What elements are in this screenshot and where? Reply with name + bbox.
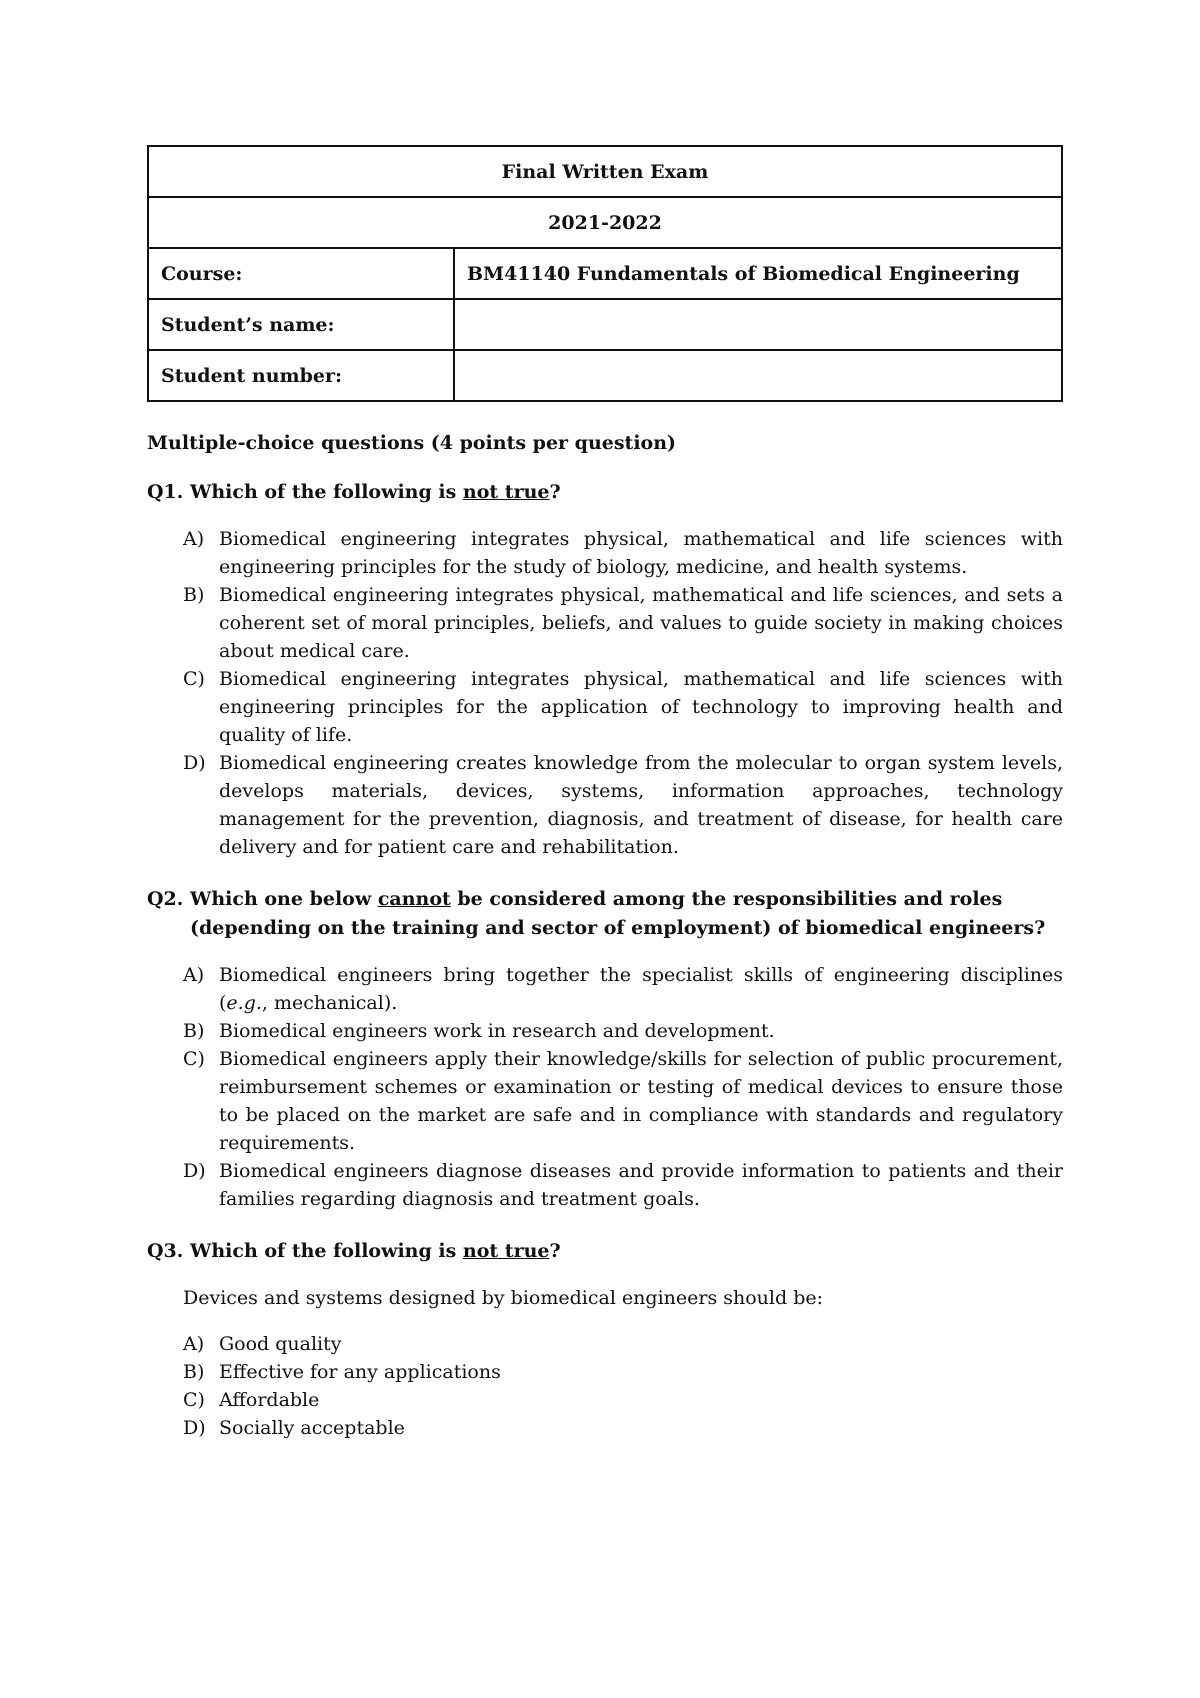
question-emphasis: cannot xyxy=(377,888,451,910)
question-3-options xyxy=(183,1330,1063,1442)
option-text-part: Biomedical engineers bring together the specialist skills of engineering disciplines ( xyxy=(219,964,1063,1014)
question-2-options xyxy=(183,961,1063,1213)
student-number-row xyxy=(148,350,1062,401)
option-letter: D) xyxy=(183,752,206,774)
option-c[interactable] xyxy=(183,1386,1063,1414)
option-b[interactable] xyxy=(183,1017,1063,1045)
option-letter: D) xyxy=(183,1417,206,1439)
option-text: Biomedical engineering creates knowledge from the molecular to organ system levels, develops materials, devices, systems, information approaches, technology management for the prevention, diagnosis, and treatment of disease, for health care delivery and for patient care and rehabilitation. xyxy=(219,752,1063,858)
exam-header-table xyxy=(147,145,1063,402)
question-3-heading xyxy=(147,1237,1063,1266)
question-3-intro: Devices and systems designed by biomedical engineers should be: xyxy=(183,1287,823,1309)
student-name-label: Student’s name: xyxy=(148,299,454,350)
question-text xyxy=(190,1237,1063,1266)
option-text: Biomedical engineering integrates physical, mathematical and life sciences, and sets a coherent set of moral principles, beliefs, and values to guide society in making choices about medical care. xyxy=(219,584,1063,662)
question-1-options xyxy=(183,525,1063,861)
exam-title-row xyxy=(148,146,1062,197)
option-text-part: , mechanical). xyxy=(261,992,398,1014)
option-letter: C) xyxy=(183,1389,205,1411)
question-2 xyxy=(147,885,1063,1213)
question-1-heading xyxy=(147,478,1063,507)
option-c[interactable] xyxy=(183,665,1063,749)
question-text-part: ? xyxy=(549,1240,561,1262)
option-text-italic: e.g. xyxy=(226,992,262,1014)
option-letter: B) xyxy=(183,584,205,606)
question-text-part: ? xyxy=(549,481,561,503)
exam-year-row xyxy=(148,197,1062,248)
question-2-heading xyxy=(147,885,1063,943)
question-text xyxy=(190,478,1063,507)
question-emphasis: not true xyxy=(462,481,550,503)
question-text xyxy=(190,885,1063,943)
question-emphasis: not true xyxy=(462,1240,550,1262)
option-d[interactable] xyxy=(183,749,1063,861)
option-letter: B) xyxy=(183,1020,205,1042)
option-a[interactable] xyxy=(183,525,1063,581)
option-text: Biomedical engineers work in research and development. xyxy=(219,1020,775,1042)
course-label: Course: xyxy=(148,248,454,299)
course-value: BM41140 Fundamentals of Biomedical Engineering xyxy=(454,248,1062,299)
option-text: Biomedical engineering integrates physical, mathematical and life sciences with engineering principles for the application of technology to improving health and quality of life. xyxy=(219,668,1063,746)
option-letter: A) xyxy=(183,964,205,986)
option-text xyxy=(219,961,1063,1017)
option-text: Biomedical engineering integrates physical, mathematical and life sciences with engineering principles for the study of biology, medicine, and health systems. xyxy=(219,528,1063,578)
student-number-label: Student number: xyxy=(148,350,454,401)
option-b[interactable] xyxy=(183,1358,1063,1386)
question-text-part: Which of the following is xyxy=(190,481,463,503)
option-letter: D) xyxy=(183,1160,206,1182)
option-letter: C) xyxy=(183,668,205,690)
option-letter: C) xyxy=(183,1048,205,1070)
exam-title: Final Written Exam xyxy=(148,146,1062,197)
option-letter: B) xyxy=(183,1361,205,1383)
student-number-field[interactable] xyxy=(454,350,1062,401)
option-letter: A) xyxy=(183,528,205,550)
option-text: Effective for any applications xyxy=(219,1361,501,1383)
student-name-row xyxy=(148,299,1062,350)
question-number: Q1. xyxy=(147,481,191,503)
option-c[interactable] xyxy=(183,1045,1063,1157)
question-3 xyxy=(147,1237,1063,1442)
course-row xyxy=(148,248,1062,299)
option-a[interactable] xyxy=(183,961,1063,1017)
option-text: Affordable xyxy=(219,1389,320,1411)
section-title: Multiple-choice questions (4 points per question) xyxy=(147,432,677,454)
question-number: Q2. xyxy=(147,888,191,910)
option-b[interactable] xyxy=(183,581,1063,665)
option-text: Biomedical engineers diagnose diseases and provide information to patients and their families regarding diagnosis and treatment goals. xyxy=(219,1160,1063,1210)
option-text: Socially acceptable xyxy=(219,1417,405,1439)
option-text: Biomedical engineers apply their knowledge/skills for selection of public procurement, reimbursement schemes or examination or testing of medical devices to ensure those to be placed on the market are safe and in compliance with standards and regulatory requirements. xyxy=(219,1048,1063,1154)
question-1 xyxy=(147,478,1063,861)
option-a[interactable] xyxy=(183,1330,1063,1358)
option-letter: A) xyxy=(183,1333,205,1355)
option-d[interactable] xyxy=(183,1157,1063,1213)
student-name-field[interactable] xyxy=(454,299,1062,350)
question-text-part: be considered among the responsibilities and roles (depending on the training and sector of employment) of biomedical engineers? xyxy=(190,888,1046,939)
question-text-part: Which one below xyxy=(190,888,378,910)
exam-year: 2021-2022 xyxy=(148,197,1062,248)
question-text-part: Which of the following is xyxy=(190,1240,463,1262)
exam-page xyxy=(147,145,1063,1442)
option-d[interactable] xyxy=(183,1414,1063,1442)
question-number: Q3. xyxy=(147,1240,191,1262)
option-text: Good quality xyxy=(219,1333,342,1355)
